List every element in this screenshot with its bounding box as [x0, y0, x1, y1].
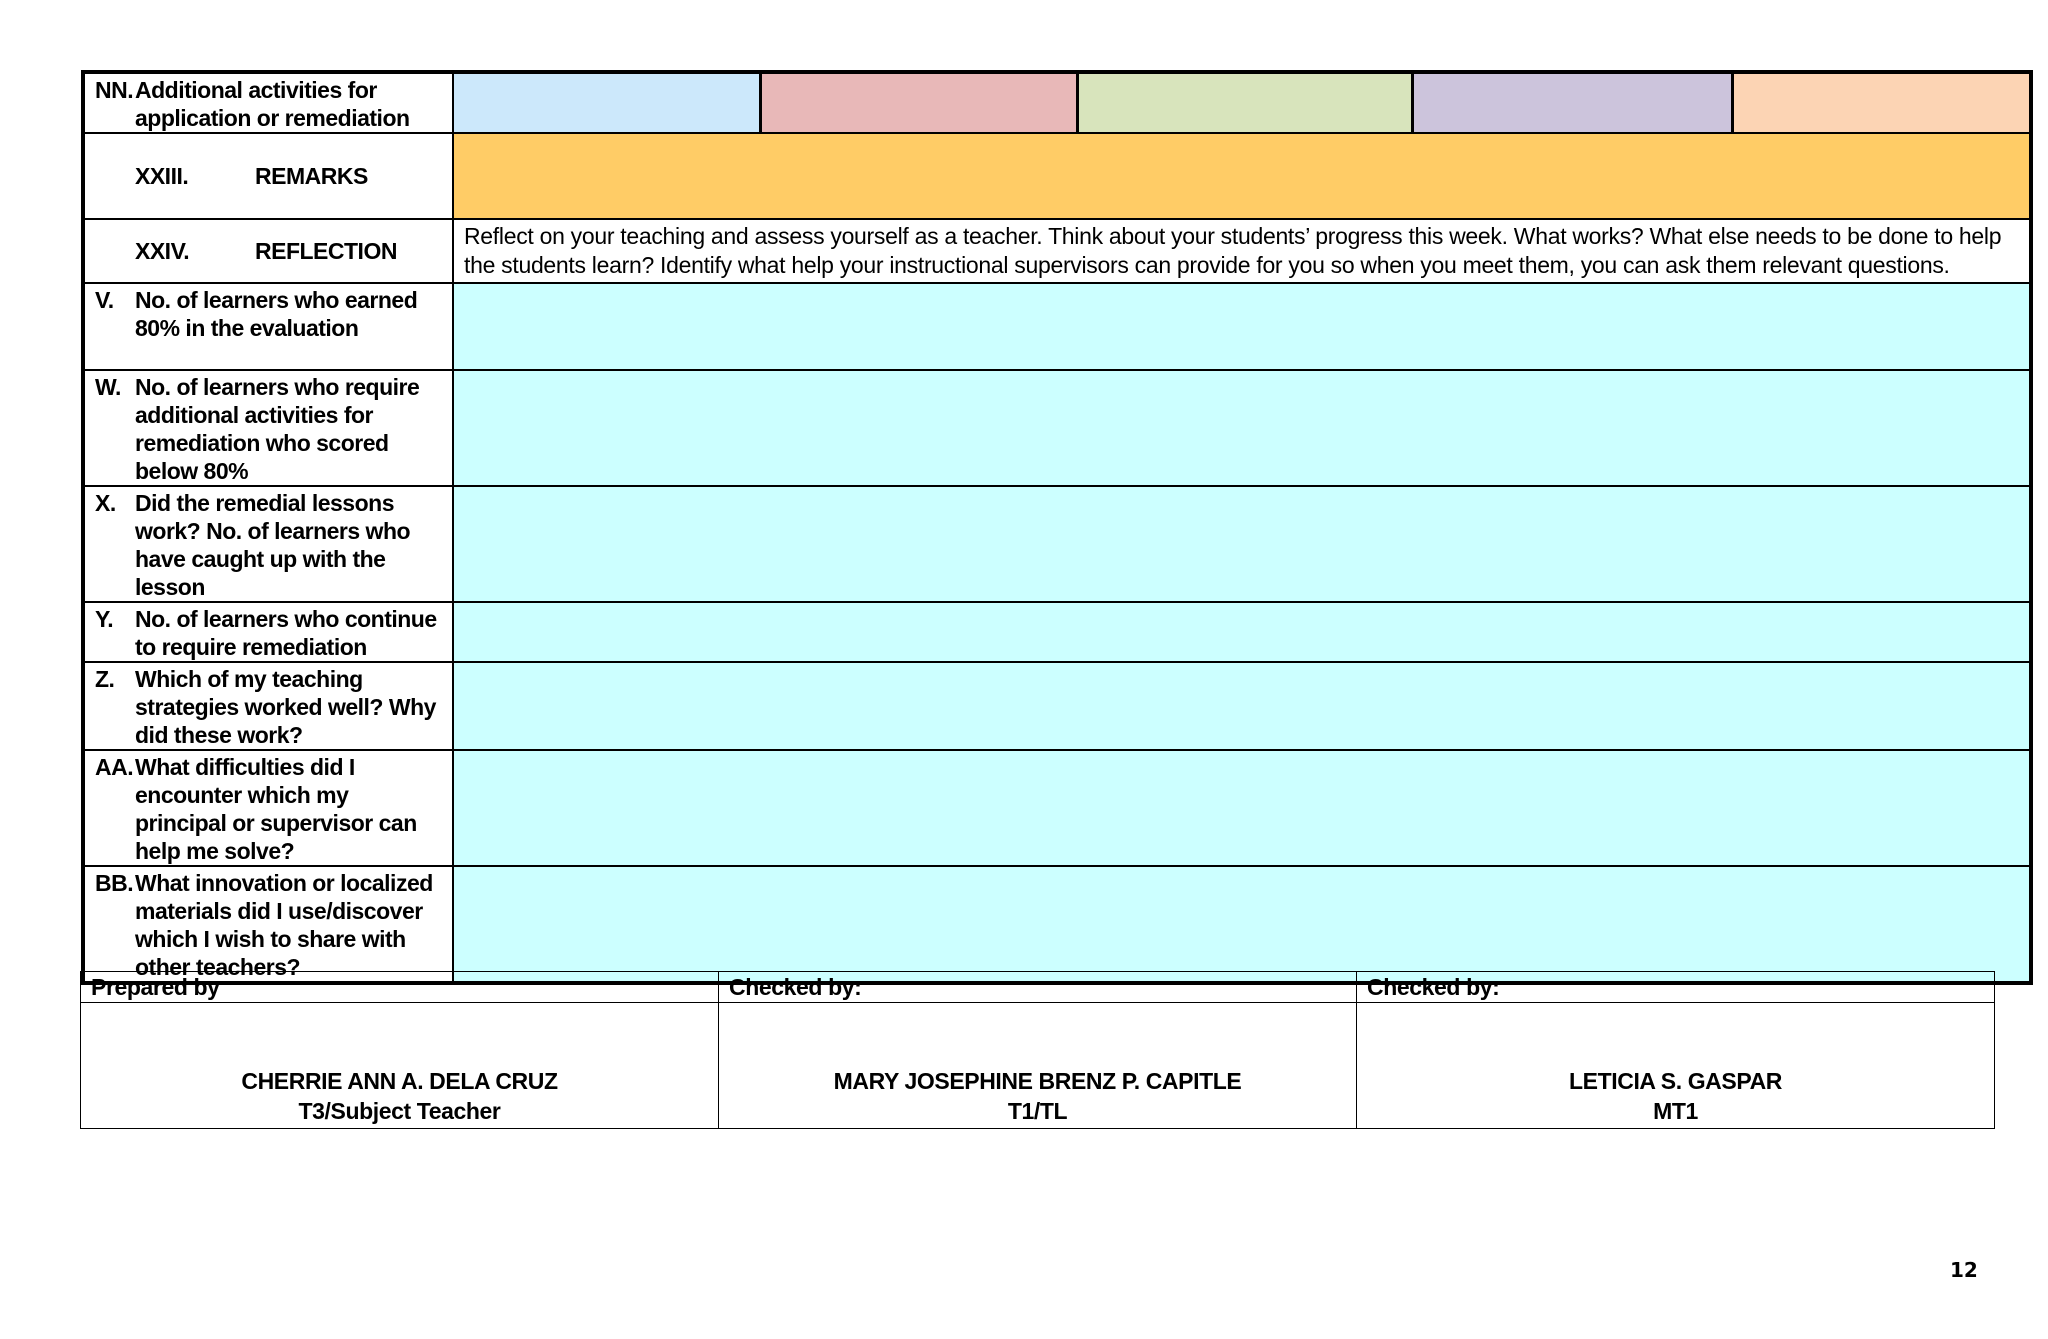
row-text: REFLECTION	[255, 238, 397, 264]
day3-answer-cell[interactable]	[1077, 74, 1412, 132]
day1-answer-cell[interactable]	[454, 74, 760, 132]
row-text: Which of my teaching strategies worked well? Why did these work?	[135, 666, 436, 748]
day4-answer-cell[interactable]	[1412, 74, 1732, 132]
row-remedial-lessons	[83, 486, 2031, 602]
row-label	[83, 133, 453, 219]
row-learners-remediation	[83, 370, 2031, 486]
signatory-position: T1/TL	[1007, 1098, 1068, 1124]
signatory-position: T3/Subject Teacher	[298, 1098, 501, 1124]
row-code: X.	[95, 490, 116, 516]
signatory-block	[719, 1003, 1357, 1129]
checked-by-heading: Checked by:	[719, 972, 1357, 1003]
signatory-block	[1357, 1003, 1995, 1129]
row-code: Y.	[95, 606, 114, 632]
answer-cell[interactable]	[453, 370, 2031, 486]
row-learners-80	[83, 283, 2031, 370]
row-additional-activities	[83, 72, 2031, 133]
signatory-name: MARY JOSEPHINE BRENZ P. CAPITLE	[833, 1068, 1242, 1094]
row-reflection	[83, 219, 2031, 283]
reflection-instructions: Reflect on your teaching and assess yourself as a teacher. Think about your students’ progress this week. What works? What else needs to be done to help the students learn? Identify what help your instructional supervisors can provide for you so when you meet them, you can ask them relevant questions.	[464, 223, 2002, 278]
row-label	[83, 750, 453, 866]
row-code: XXIV.	[135, 238, 190, 264]
row-label	[83, 283, 453, 370]
row-label	[83, 219, 453, 283]
row-label	[83, 370, 453, 486]
checked-by-heading: Checked by:	[1357, 972, 1995, 1003]
signatory-name: CHERRIE ANN A. DELA CRUZ	[241, 1068, 558, 1094]
row-text: No. of learners who continue to require remediation	[135, 606, 437, 660]
row-label	[83, 602, 453, 662]
row-text: Additional activities for application or remediation	[135, 77, 410, 131]
day2-answer-cell[interactable]	[760, 74, 1077, 132]
signature-table	[80, 971, 1995, 1129]
row-remarks	[83, 133, 2031, 219]
answer-cell[interactable]	[453, 750, 2031, 866]
row-text: No. of learners who earned 80% in the evaluation	[135, 287, 418, 341]
answer-cell[interactable]	[453, 283, 2031, 370]
day-cells	[453, 72, 2031, 133]
row-code: Z.	[95, 666, 115, 692]
answer-cell[interactable]	[453, 662, 2031, 750]
row-code: NN.	[95, 77, 134, 103]
row-code: XXIII.	[135, 163, 189, 189]
row-code: V.	[95, 287, 114, 313]
answer-cell[interactable]	[453, 602, 2031, 662]
row-teaching-strategies	[83, 662, 2031, 750]
row-text: What innovation or localized materials did I use/discover which I wish to share with other teachers?	[135, 870, 433, 980]
row-label	[83, 486, 453, 602]
row-label	[83, 72, 453, 133]
row-code: BB.	[95, 870, 134, 896]
row-text: REMARKS	[255, 163, 368, 189]
day5-answer-cell[interactable]	[1732, 74, 2029, 132]
row-text: No. of learners who require additional activities for remediation who scored below 80%	[135, 374, 420, 484]
row-text: Did the remedial lessons work? No. of learners who have caught up with the lesson	[135, 490, 411, 600]
row-difficulties	[83, 750, 2031, 866]
signatory-name: LETICIA S. GASPAR	[1569, 1068, 1782, 1094]
prepared-by-heading: Prepared by	[81, 972, 719, 1003]
remarks-answer-cell[interactable]	[453, 133, 2031, 219]
answer-cell[interactable]	[453, 486, 2031, 602]
row-label	[83, 662, 453, 750]
row-innovation	[83, 866, 2031, 983]
dll-reflection-table	[81, 70, 2033, 985]
answer-cell[interactable]	[453, 866, 2031, 983]
page-number: 12	[1950, 1258, 1978, 1282]
reflection-instructions-cell	[453, 219, 2031, 283]
row-code: AA.	[95, 754, 134, 780]
row-label	[83, 866, 453, 983]
signatory-position: MT1	[1653, 1098, 1698, 1124]
row-continue-remediation	[83, 602, 2031, 662]
signatory-block	[81, 1003, 719, 1129]
row-code: W.	[95, 374, 121, 400]
row-text: What difficulties did I encounter which my principal or supervisor can help me solve?	[135, 754, 417, 864]
